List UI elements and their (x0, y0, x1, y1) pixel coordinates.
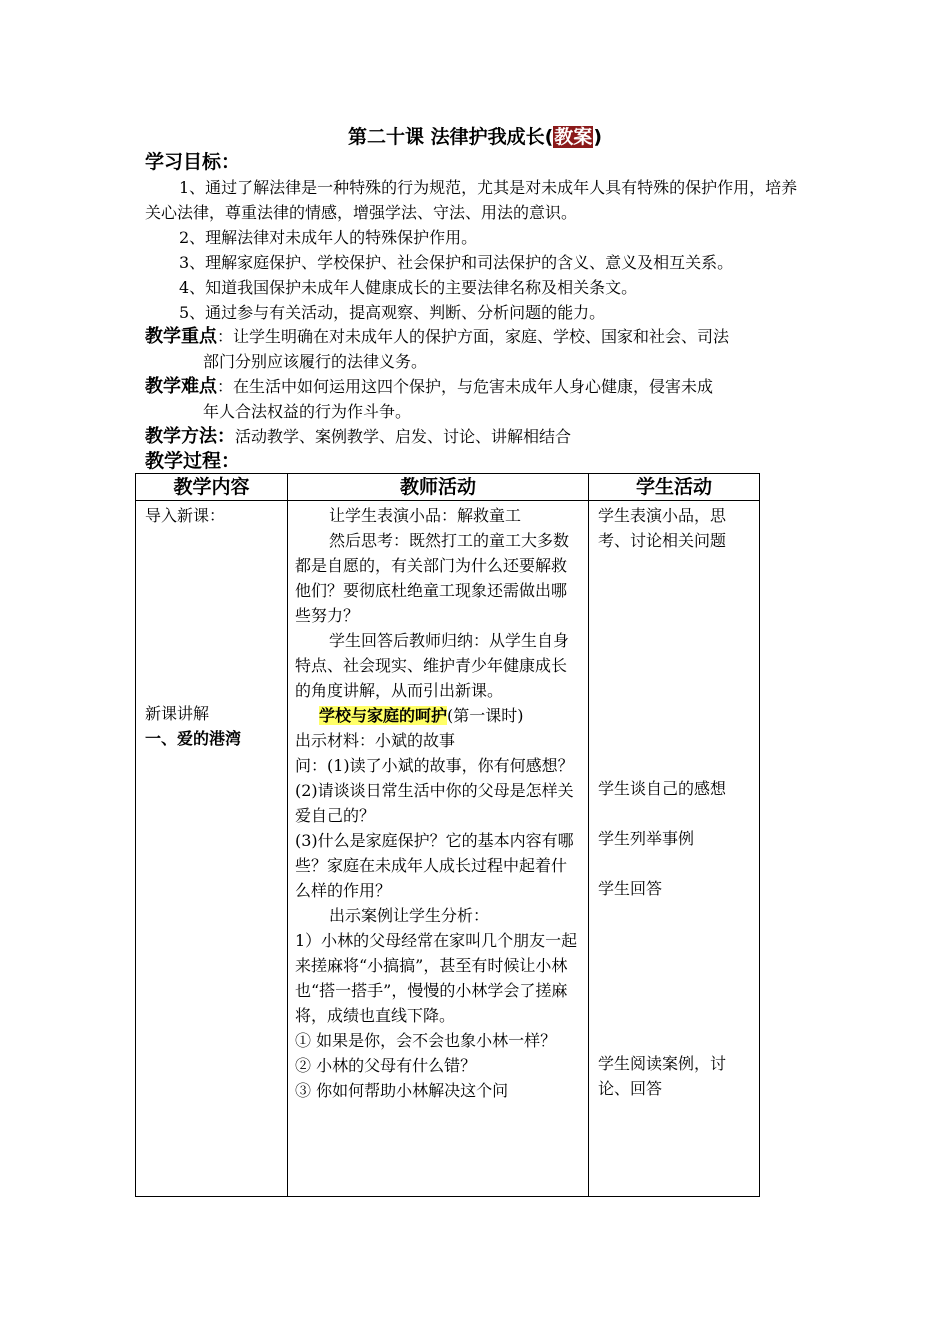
teacher-p4 (295, 703, 582, 728)
title-prefix: 第二十课 法律护我成长( (347, 126, 554, 148)
methods-text: 活动教学、案例教学、启发、讨论、讲解相结合 (235, 427, 572, 446)
new-lesson-label: 新课讲解 (145, 704, 210, 723)
objective-item: 1、通过了解法律是一种特殊的行为规范，尤其是对未成年人具有特殊的保护作用，培养关心法律，尊重法律的情感，增强学法、守法、用法的意识。 (145, 178, 798, 222)
teacher-p6: 问：(1)读了小斌的故事，你有何感想？ (295, 756, 574, 775)
table-header-row (136, 474, 760, 501)
student-s1: 学生表演小品，思考、讨论相关问题 (598, 506, 727, 550)
difficulties (145, 374, 810, 424)
content-cell (136, 501, 288, 1197)
objectives-heading: 学习目标： (145, 151, 241, 173)
process-heading: 教学过程： (145, 450, 241, 472)
teacher-p5: 出示材料：小斌的故事 (295, 731, 456, 750)
teacher-p10: 1）小林的父母经常在家叫几个朋友一起来搓麻将“小搞搞”，甚至有时候让小林也“搭一搭手”，慢慢的小林学会了搓麻将，成绩也直线下降。 (295, 931, 578, 1025)
teacher-p13: ③ 你如何帮助小林解决这个问 (295, 1081, 509, 1100)
objective-item: 2、理解法律对未成年人的特殊保护作用。 (179, 228, 478, 247)
teacher-p8: (3)什么是家庭保护？它的基本内容有哪些？家庭在未成年人成长过程中起着什么样的作用？ (295, 831, 574, 900)
teacher-p12: ② 小林的父母有什么错？ (295, 1056, 477, 1075)
methods-label: 教学方法： (145, 426, 235, 447)
key-points-label: 教学重点 (145, 326, 217, 347)
objectives-list (145, 175, 810, 325)
teacher-cell (288, 501, 589, 1197)
objective-item: 4、知道我国保护未成年人健康成长的主要法律名称及相关条文。 (179, 278, 638, 297)
student-s2: 学生谈自己的感想 (598, 779, 727, 798)
key-points (145, 324, 810, 374)
header-content: 教学内容 (136, 474, 288, 501)
header-teacher: 教师活动 (288, 474, 589, 501)
student-s4: 学生回答 (598, 879, 663, 898)
title-suffix: ) (593, 126, 602, 148)
section1-label: 一、爱的港湾 (145, 729, 242, 748)
teacher-p11: ① 如果是你，会不会也象小林一样？ (295, 1031, 557, 1050)
lesson-plan-table (135, 473, 760, 1197)
document-title (0, 124, 950, 150)
teacher-p4-highlight: 学校与家庭的呵护 (319, 706, 448, 725)
student-s5: 学生阅读案例，讨论、回答 (598, 1054, 727, 1098)
teacher-p2: 然后思考：既然打工的童工大多数都是自愿的，有关部门为什么还要解救他们？要彻底杜绝童工现象还需做出哪些努力？ (295, 531, 570, 625)
key-points-line2: 部门分别应该履行的法律义务。 (203, 352, 428, 371)
table-row (136, 501, 760, 1197)
teacher-p3: 学生回答后教师归纳：从学生自身特点、社会现实、维护青少年健康成长的角度讲解，从而引出新课。 (295, 631, 570, 700)
header-student: 学生活动 (589, 474, 760, 501)
difficulties-label: 教学难点 (145, 376, 217, 397)
title-highlight: 教案 (554, 126, 593, 148)
teacher-p4-rest: (第一课时) (447, 706, 524, 725)
objective-item: 5、通过参与有关活动，提高观察、判断、分析问题的能力。 (179, 303, 606, 322)
teacher-p9: 出示案例让学生分析： (329, 906, 490, 925)
intro-label: 导入新课： (145, 506, 226, 525)
difficulties-line2: 年人合法权益的行为作斗争。 (203, 402, 412, 421)
objective-item: 3、理解家庭保护、学校保护、社会保护和司法保护的含义、意义及相互关系。 (179, 253, 734, 272)
difficulties-line1: ：在生活中如何运用这四个保护，与危害未成年人身心健康，侵害未成 (217, 377, 714, 396)
methods (145, 424, 810, 449)
teacher-p7: (2)请谈谈日常生活中你的父母是怎样关爱自己的？ (295, 781, 574, 825)
student-cell (589, 501, 760, 1197)
student-s3: 学生列举事例 (598, 829, 695, 848)
key-points-line1: ：让学生明确在对未成年人的保护方面，家庭、学校、国家和社会、司法 (217, 327, 730, 346)
teacher-p1: 让学生表演小品：解救童工 (329, 506, 522, 525)
